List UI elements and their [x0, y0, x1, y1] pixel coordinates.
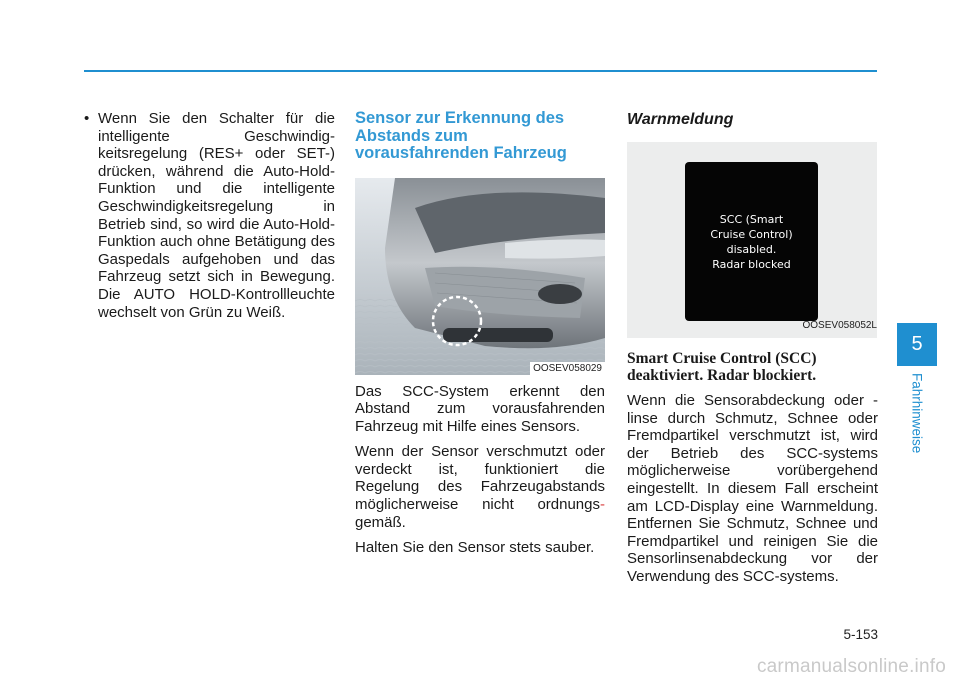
paragraph: Halten Sie den Sensor stets sauber.	[355, 539, 595, 557]
message-title: Smart Cruise Control (SCC) deaktiviert. Radar blockiert.	[627, 350, 817, 384]
chapter-label: Fahrhinweise	[909, 373, 925, 454]
soft-hyphen: -	[600, 496, 605, 514]
lcd-display	[685, 162, 818, 321]
page-number: 5-153	[843, 627, 878, 642]
left-column	[84, 110, 335, 321]
section-title: Sensor zur Erkennung des Abstands zum vorausfahrenden Fahrzeug	[355, 109, 567, 162]
bullet-item: • Wenn Sie den Schalter für die intelligente Geschwindigkeitsregelung (RES+ oder SET-) drücken, während die Auto-Hold-Funktion und die intelligente Geschwindigkeitsregelung in Betrieb sind, so wird die Auto-Hold-Funktion auch ohne Betätigung des Gaspedals aufgehoben und das Fahrzeug setzt sich in Bewegung. Die AUTO HOLD-Kontrollleuchte wechselt von Grün zu Weiß.	[84, 110, 335, 321]
paragraph: Wenn die Sensorabdeckung oder -linse durch Schmutz, Schnee oder Fremdpartikel verschmutzt ist, wird der Betrieb des SCC-systems möglicherweise vorübergehend eingestellt. In diesem Fall erscheint am LCD-Display eine Warnmeldung. Entfernen Sie Schmutz, Schnee und Fremdpartikel und reinigen Sie die Sensorlinsenabdeckung vor der Verwendung des SCC-systems.	[627, 392, 878, 585]
middle-column	[355, 110, 605, 557]
warning-illustration	[627, 142, 877, 338]
right-column	[627, 110, 878, 586]
paragraph: Das SCC-System erkennt den Abstand zum vorausfahrenden Fahrzeug mit Hilfe eines Sensors.	[355, 382, 605, 435]
image-code: OOSEV058052L	[802, 320, 877, 332]
paragraph	[355, 443, 605, 531]
image-code: OOSEV058029	[530, 362, 605, 375]
sensor-photo	[355, 178, 605, 375]
car-front-illustration	[355, 178, 605, 375]
subtitle: Warnmeldung	[627, 111, 734, 128]
paragraph-text: gemäß.	[355, 513, 406, 531]
paragraph-text: Wenn der Sensor verschmutzt oder verdeckt ist, funktioniert die Regelung des Fahrzeugabstands möglicherweise nicht ordnungs	[355, 443, 605, 514]
watermark: carmanualsonline.info	[756, 656, 946, 677]
header-rule	[84, 70, 877, 72]
chapter-tab: 5	[897, 323, 937, 366]
lcd-message: SCC (Smart Cruise Control) disabled. Radar blocked	[710, 213, 793, 271]
